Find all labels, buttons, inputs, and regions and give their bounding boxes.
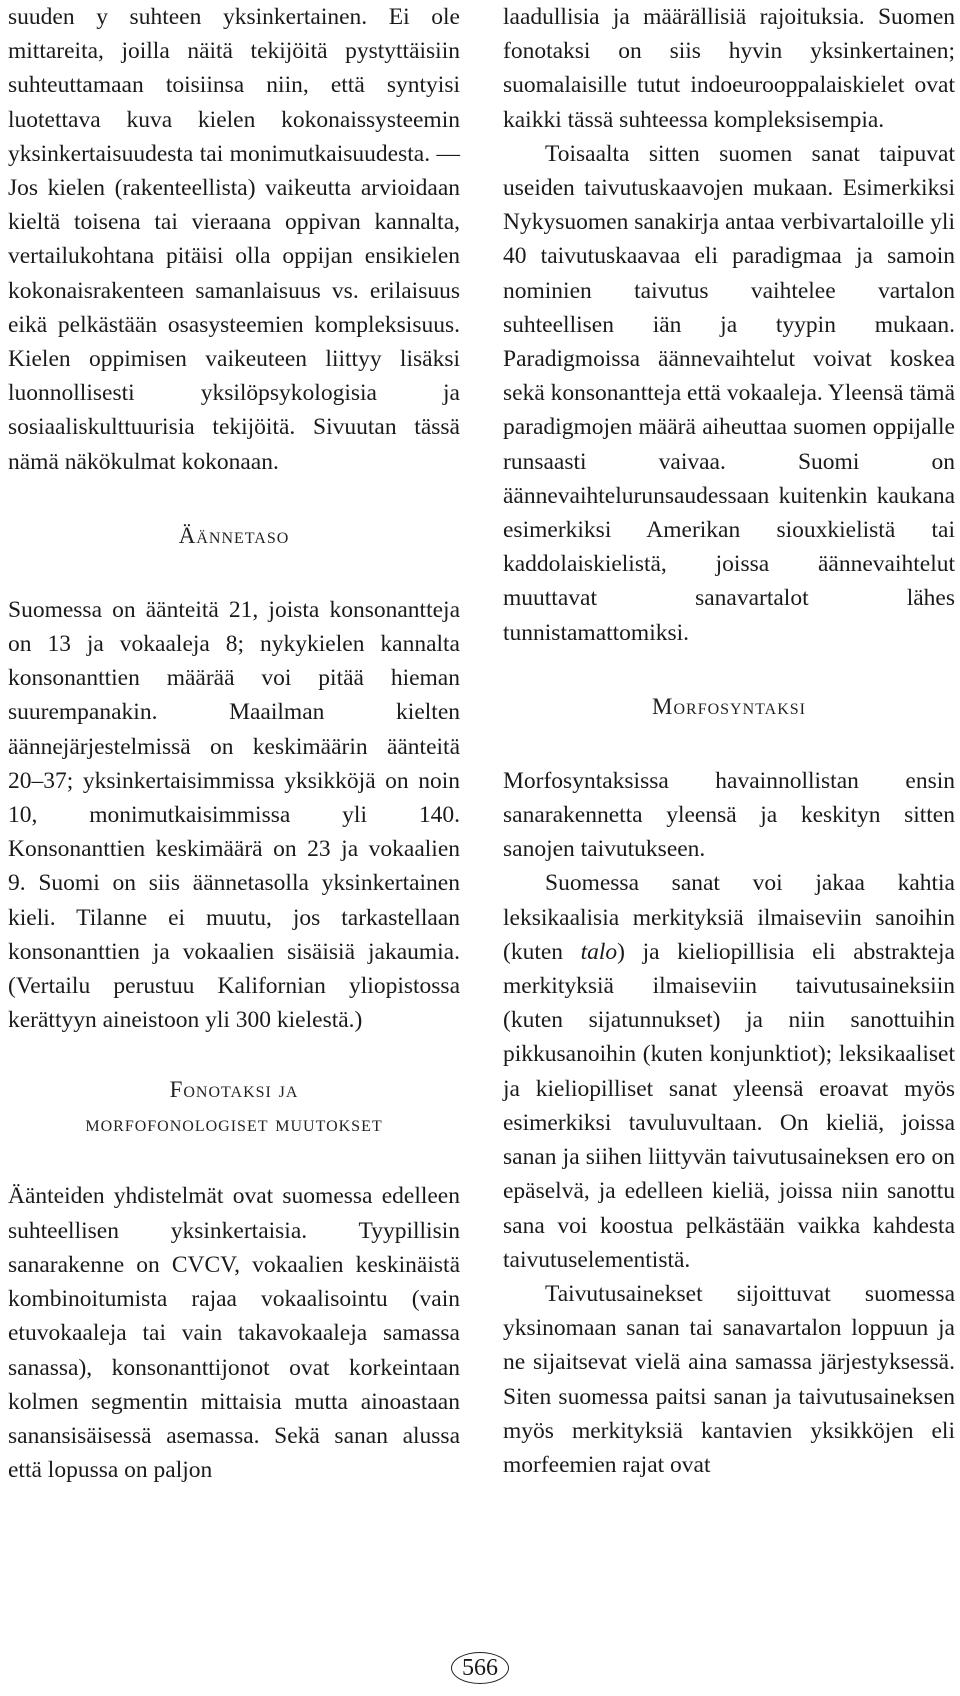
page-number-label: 566 <box>451 1652 509 1684</box>
text-run: Suomessa sanat voi jakaa kahtia leksikaalisia merkityksiä ilmaiseviin sanoihin (kuten <box>503 870 955 965</box>
paragraph: Suomessa on äänteitä 21, joista konsonantteja on 13 ja vokaaleja 8; nykykielen kannalta konsonanttien määrää voi pitää hieman suurempanakin. Maailman kielten äännejärjestelmissä on keskimäärin äänteitä 20–37; yksinkertaisimmissa yksikköjä on noin 10, monimutkaisimmissa yli 140. Konsonanttien keskimäärä on 23 ja vokaalien 9. Suomi on siis äännetasolla yksinkertainen kieli. Tilanne ei muutu, jos tarkastellaan konsonanttien ja vokaalien sisäisiä jakaumia. (Vertailu perustuu Kalifornian yliopistossa kerättyyn aineistoon yli 300 kielestä.) <box>8 596 460 1034</box>
right-column <box>503 0 955 1482</box>
section-heading: Fonotaksi ja <box>169 1077 299 1103</box>
left-column <box>8 0 460 1487</box>
paragraph: suuden y suhteen yksinkertainen. Ei ole mittareita, joilla näitä tekijöitä pystyttäisiin suhteuttamaan toisiinsa niin, että syntyisi luotettava kuva kielen kokonaissysteemin yksinkertaisuudesta tai monimutkaisuudesta. — Jos kielen (rakenteellista) vaikeutta arvioidaan kieltä toisena tai vieraana oppivan kannalta, vertailukohtana pitäisi olla oppijan ensikielen kokonaisrakenteen samanlaisuus vs. erilaisuus eikä pelkästään osasysteemien kompleksisuus. Kielen oppimisen vaikeuteen liittyy lisäksi luonnollisesti yksilöpsykologisia ja sosiaaliskulttuurisia tekijöitä. Sivuutan tässä nämä näkökulmat kokonaan. <box>8 4 460 475</box>
paragraph: laadullisia ja määrällisiä rajoituksia. Suomen fonotaksi on siis hyvin yksinkertainen; suomalaisille tutut indoeurooppalaiskielet ovat kaikki tässä suhteessa kompleksisempia. <box>503 4 955 133</box>
text-run: ) ja kieliopillisia eli abstrakteja merkityksiä ilmaiseviin taivutusaineksiin (kuten sijatunnukset) ja niin sanottuihin pikkusanoihin (kuten konjunktiot); leksikaaliset ja kieliopilliset sanat yleensä eroavat myös esimerkiksi tavuluvultaan. On kieliä, joissa sanan ja siihen liittyvän taivutusaineksen ero on epäselvä, ja edelleen kieliä, joissa niin sanottu sana voi koostua pelkästään vaikka kahdesta taivutuselementistä. <box>503 938 955 1273</box>
paragraph: Taivutusainekset sijoittuvat suomessa yksinomaan sanan tai sanavartalon loppuun ja ne sijaitsevat vielä aina samassa järjestyksessä. Siten suomessa paitsi sanan ja taivutusaineksen myös merkityksiä kantavien yksikköjen eli morfeemien rajat ovat <box>503 1280 955 1478</box>
paragraph <box>503 866 955 1276</box>
page-number <box>0 1652 960 1684</box>
paragraph: Äänteiden yhdistelmät ovat suomessa edelleen suhteellisen yksinkertaisia. Tyypillisin sanarakenne on CVCV, vokaalien keskinäistä kombinoitumista rajaa vokaalisointu (vain etuvokaaleja tai vain takavokaaleja samassa sanassa), konsonanttijonot ovat korkeintaan kolmen segmentin mittaisia mutta ainoastaan sanansisäisessä asemassa. Sekä sanan alussa että lopussa on paljon <box>8 1183 460 1484</box>
section-heading: Äännetaso <box>178 522 290 548</box>
paragraph: Toisaalta sitten suomen sanat taipuvat useiden taivutuskaavojen mukaan. Esimerkiksi Nykysuomen sanakirja antaa verbivartaloille yli 40 taivutuskaavaa eli paradigmaa ja samoin nominien taivutus vaihtelee vartalon suhteellisen iän ja tyypin mukaan. Paradigmoissa äännevaihtelut voivat koskea sekä konsonantteja että vokaaleja. Yleensä tämä paradigmojen määrä aiheuttaa suomen oppijalle runsaasti vaivaa. Suomi on äännevaihtelurunsaudessaan kuitenkin kaukana esimerkiksi Amerikan siouxkielistä tai kaddolaiskielistä, joissa äännevaihtelut muuttavat sanavartalot lähes tunnistamattomiksi. <box>503 140 955 646</box>
section-heading: Morfosyntaksi <box>652 693 806 719</box>
paragraph: Morfosyntaksissa havainnollistan ensin sanarakennetta yleensä ja keskityn sitten sanojen taivutukseen. <box>503 767 955 863</box>
section-heading-line2: morfofonologiset muutokset <box>85 1111 383 1137</box>
example-word: talo <box>580 938 618 965</box>
